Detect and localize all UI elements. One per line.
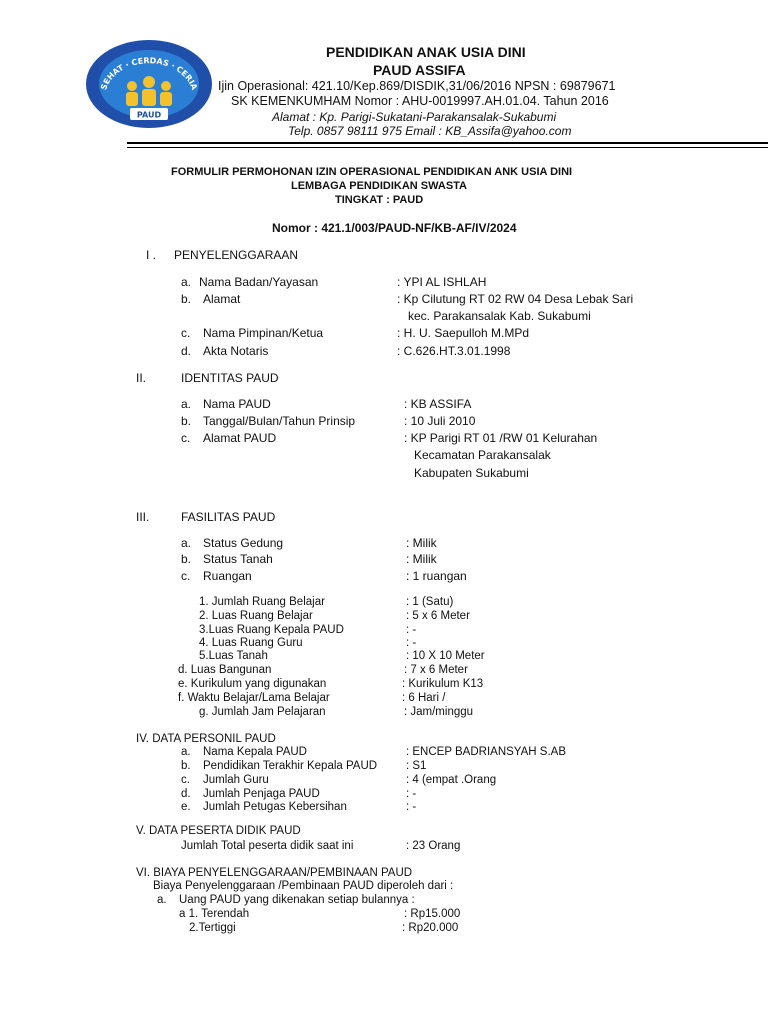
s6-row-value-2: : Rp20.000 [402,922,459,934]
s6-letter-a: a. [157,894,167,906]
s1-value-d: : C.626.HT.3.01.1998 [397,344,511,358]
s1-value-a: : YPI AL ISHLAH [397,275,487,289]
s6-row-label-1: a 1. Terendah [179,908,250,920]
s1-letter-c: c. [181,326,191,340]
s3-sub-value-1: : 1 (Satu) [406,596,454,608]
header-rule-thick [127,142,768,144]
s4-label-d: Jumlah Penjaga PAUD [203,788,320,800]
s5-label: Jumlah Total peserta didik saat ini [181,840,354,852]
s3-sub-label-5: 5.Luas Tanah [199,650,268,662]
s5-value: : 23 Orang [406,840,461,852]
s2-label-b: Tanggal/Bulan/Tahun Prinsip [203,414,356,428]
logo-ring-text: SEHAT · CERDAS · CERIA [99,56,199,92]
contact-line: Telp. 0857 98111 975 Email : KB_Assifa@yahoo.com [288,124,572,138]
form-title: FORMULIR PERMOHONAN IZIN OPERASIONAL PENDIDIKAN ANK USIA DINI [171,166,573,178]
s3-extra-label-e: e. Kurikulum yang digunakan [178,678,327,690]
paud-logo [84,38,214,130]
s3-letter-a: a. [181,536,192,550]
s6-label-a: Uang PAUD yang dikenakan setiap bulannya : [179,894,415,906]
s1-letter-b: b. [181,292,192,306]
s4-label-a: Nama Kepala PAUD [203,746,307,758]
s2-value-a: : KB ASSIFA [404,397,472,411]
s3-label-a: Status Gedung [203,536,284,550]
s3-extra-value-g: : Jam/minggu [404,706,474,718]
s2-value-c-line2: Kecamatan Parakansalak [414,448,551,462]
s1-value-b-line2: kec. Parakansalak Kab. Sukabumi [408,309,591,323]
operational-permit-line: Ijin Operasional: 421.10/Kep.869/DISDIK,31/06/2016 NPSN : 69879671 [218,79,616,93]
s4-letter-e: e. [181,801,191,813]
s3-sub-value-4: : - [406,637,417,649]
s3-value-a: : Milik [406,536,437,550]
s3-extra-value-e: : Kurikulum K13 [402,678,484,690]
form-subtitle: LEMBAGA PENDIDIKAN SWASTA [291,180,467,192]
logo-banner: PAUD [136,110,162,120]
s3-letter-c: c. [181,569,191,583]
s4-value-d: : - [406,788,417,800]
s4-label-b: Pendidikan Terakhir Kepala PAUD [203,760,378,772]
s1-label-d: Akta Notaris [203,344,269,358]
address-line: Alamat : Kp. Parigi-Sukatani-Parakansalak-Sukabumi [272,110,557,124]
form-level: TINGKAT : PAUD [335,194,424,206]
s2-value-c: : KP Parigi RT 01 /RW 01 Kelurahan [404,431,598,445]
s3-value-c: : 1 ruangan [406,569,467,583]
section-2-title: IDENTITAS PAUD [181,371,279,385]
s3-letter-b: b. [181,552,192,566]
s1-label-c: Nama Pimpinan/Ketua [203,326,324,340]
s1-value-b: : Kp Cilutung RT 02 RW 04 Desa Lebak Sari [397,292,634,306]
s3-label-b: Status Tanah [203,552,273,566]
s3-sub-label-3: 3.Luas Ruang Kepala PAUD [199,624,344,636]
section-3-number: III. [136,510,150,524]
s2-letter-c: c. [181,431,191,445]
s3-value-b: : Milik [406,552,437,566]
s3-sub-value-5: : 10 X 10 Meter [406,650,485,662]
s3-sub-value-2: : 5 x 6 Meter [406,610,470,622]
s6-intro: Biaya Penyelenggaraan /Pembinaan PAUD diperoleh dari : [153,880,454,892]
s3-label-c: Ruangan [203,569,252,583]
s4-letter-d: d. [181,788,191,800]
section-5-title: V. DATA PESERTA DIDIK PAUD [136,825,301,837]
s4-letter-b: b. [181,760,191,772]
section-4-title: IV. DATA PERSONIL PAUD [136,733,276,745]
s2-letter-b: b. [181,414,192,428]
s3-sub-label-4: 4. Luas Ruang Guru [199,637,303,649]
s4-value-c: : 4 (empat .Orang [406,774,497,786]
s4-letter-a: a. [181,746,191,758]
s4-value-e: : - [406,801,417,813]
school-name-title: PAUD ASSIFA [373,62,466,78]
s3-sub-value-3: : - [406,624,417,636]
s3-extra-value-d: : 7 x 6 Meter [404,664,468,676]
s2-label-a: Nama PAUD [203,397,271,411]
s2-value-c-line3: Kabupaten Sukabumi [414,466,529,480]
school-category-title: PENDIDIKAN ANAK USIA DINI [326,44,526,60]
s3-sub-label-2: 2. Luas Ruang Belajar [199,610,313,622]
section-6-title: VI. BIAYA PENYELENGGARAAN/PEMBINAAN PAUD [136,867,413,879]
s3-extra-value-f: : 6 Hari / [402,692,446,704]
s1-value-c: : H. U. Saepulloh M.MPd [397,326,530,340]
s2-letter-a: a. [181,397,192,411]
s4-letter-c: c. [181,774,190,786]
s1-label-a: Nama Badan/Yayasan [199,275,319,289]
header-rule-thin [127,147,768,148]
section-3-title: FASILITAS PAUD [181,510,276,524]
s4-label-e: Jumlah Petugas Kebersihan [203,801,347,813]
section-2-number: II. [136,371,147,385]
section-1-title: PENYELENGGARAAN [174,248,299,262]
s4-label-c: Jumlah Guru [203,774,269,786]
s3-sub-label-1: 1. Jumlah Ruang Belajar [199,596,325,608]
s2-value-b: : 10 Juli 2010 [404,414,476,428]
s6-row-label-2: 2.Tertiggi [189,922,236,934]
s4-value-b: : S1 [406,760,427,772]
s3-extra-label-d: d. Luas Bangunan [178,664,272,676]
s1-letter-d: d. [181,344,192,358]
sk-line: SK KEMENKUMHAM Nomor : AHU-0019997.AH.01.04. Tahun 2016 [231,94,609,108]
section-1-number: I . [146,248,157,262]
s3-extra-label-f: f. Waktu Belajar/Lama Belajar [178,692,330,704]
s6-row-value-1: : Rp15.000 [404,908,461,920]
s2-label-c: Alamat PAUD [203,431,277,445]
s3-extra-label-g: g. Jumlah Jam Pelajaran [199,706,326,718]
document-number: Nomor : 421.1/003/PAUD-NF/KB-AF/IV/2024 [272,221,517,235]
s1-letter-a: a. [181,275,192,289]
s1-label-b: Alamat [203,292,241,306]
s4-value-a: : ENCEP BADRIANSYAH S.AB [406,746,566,758]
